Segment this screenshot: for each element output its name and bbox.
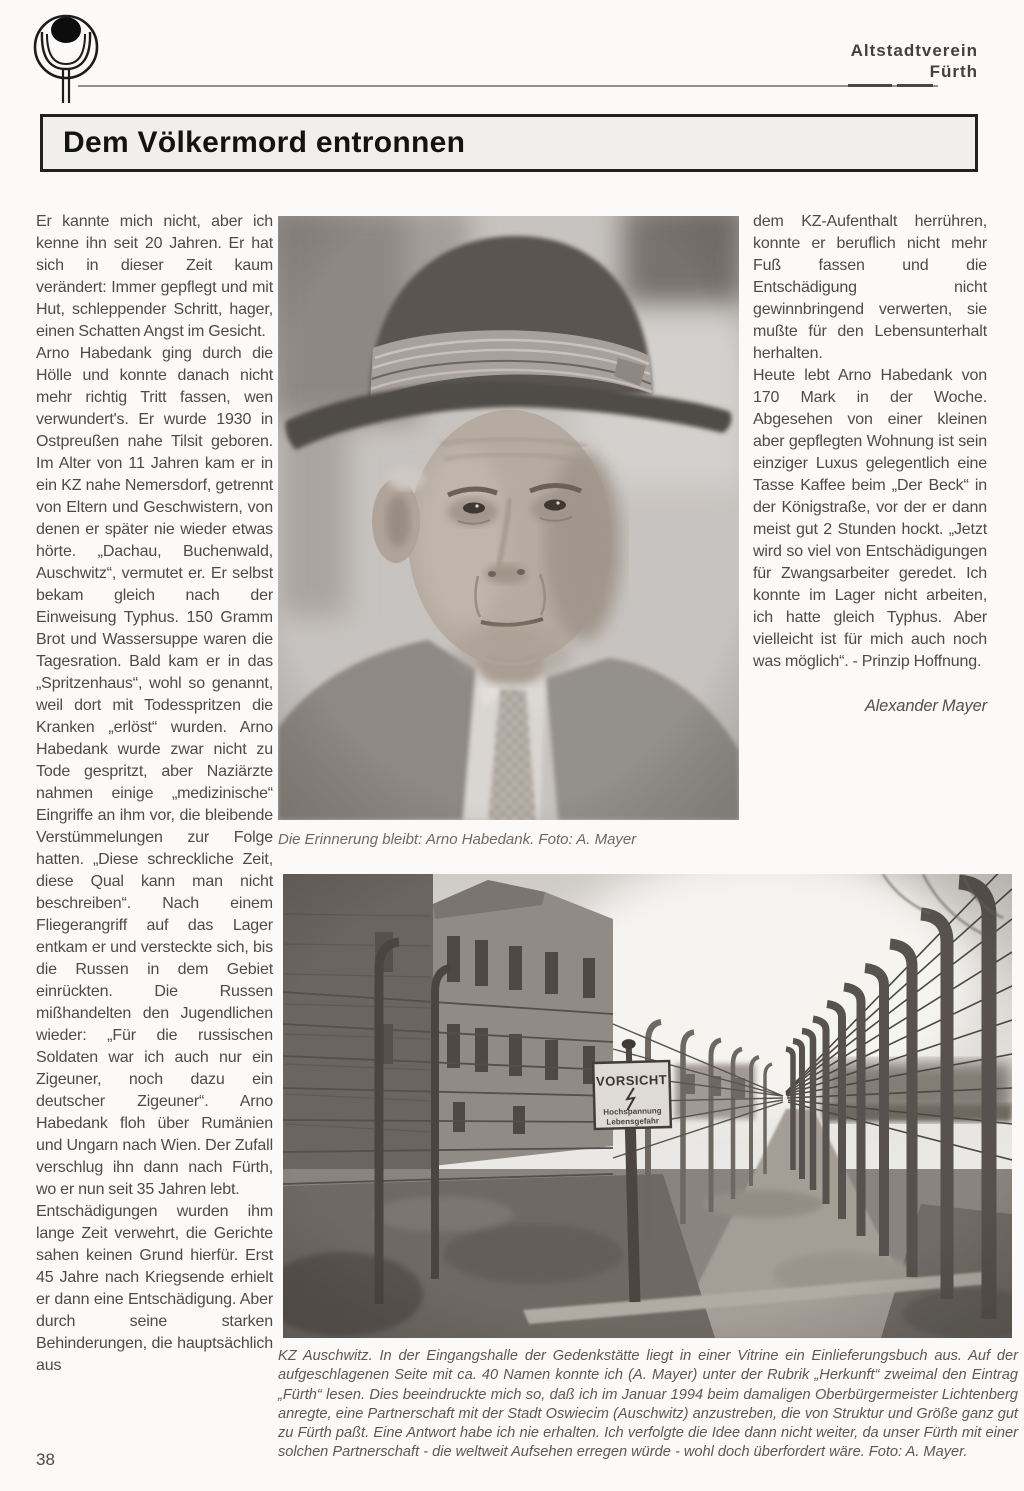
camp-photo [283,874,1012,1338]
article-column-left [36,211,273,1377]
header-rule-dash [848,84,892,87]
organization-line1: Altstadtverein [850,41,978,60]
paragraph: dem KZ-Aufenthalt herrühren, konnte er beruflich nicht mehr Fuß fassen und die Entschädigung nicht gewinnbringend verwerten, sie mußte für den Lebensunterhalt herhalten. [753,213,987,362]
camp-photo-illustration [283,874,1012,1338]
page-number: 38 [36,1450,55,1469]
article-title-box [40,114,978,172]
camp-photo-caption: KZ Auschwitz. In der Eingangshalle der Gedenkstätte liegt in einer Vitrine ein Einlieferungsbuch aus. Auf der aufgeschlagenen Seite mit ca. 40 Namen konnte ich (A. Mayer) unter der Rubrik „Herkunft“ zweimal den Eintrag „Fürth“ lesen. Dies beeindruckte mich so, daß ich im Januar 1994 beim damaligen Oberbürgermeister Lichtenberg anregte, eine Partnerschaft mit der Stadt Oswiecim (Auschwitz) anzustreben, die von Struktur und Größe ganz gut zu Fürth paßt. Eine Antwort habe ich nie erhalten. Ich verfolgte die Idee dann nicht weiter, da unser Fürth mit einer solchen Partnerschaft - die weltweit Aufsehen erregen würde - wohl doch überfordert wäre. Foto: A. Mayer. [278,1348,1018,1461]
paragraph: Entschädigungen wurden ihm lange Zeit verwehrt, die Gerichte sahen keinen Grund hierfür. Erst 45 Jahre nach Kriegsende erhielt er dann eine Entschädigung. Aber durch seine starken Behinderungen, die hauptsächlich aus [36,1203,273,1374]
header-rule-dash [897,84,933,87]
altstadtverein-logo-icon [26,6,106,106]
article-title: Dem Völkermord entronnen [63,126,466,159]
header-rule [78,85,938,87]
paragraph: Heute lebt Arno Habedank von 170 Mark in der Woche. Abgesehen von einer kleinen aber gepflegten Wohnung ist sein einziger Luxus gelegentlich eine Tasse Kaffee beim „Der Beck“ in der Königstraße, vor der er dann meist gut 2 Stunden hockt. „Jetzt wird so viel von Entschädigungen für Zwangsarbeiter geredet. Ich konnte im Lager nicht arbeiten, ich hatte gleich Typhus. Aber vielleicht ist für mich auch noch was möglich“. - Prinzip Hoffnung. [753,367,987,670]
portrait-photo-illustration [278,216,739,820]
portrait-photo [278,216,739,820]
organization-name [851,40,978,82]
paragraph: Arno Habedank ging durch die Hölle und konnte danach nicht mehr richtig Tritt fassen, wen verwundert's. Er wurde 1930 in Ostpreußen nahe Tilsit geboren. Im Alter von 11 Jahren kam er in ein KZ nahe Nemersdorf, getrennt von Eltern und Geschwistern, von denen er später nie wieder etwas hörte. „Dachau, Buchenwald, Auschwitz“, vermutet er. Er selbst bekam gleich nach der Einweisung Typhus. 150 Gramm Brot und Wassersuppe waren die Tagesration. Bald kam er in das „Spritzenhaus“, wohl so genannt, weil dort mit Todesspritzen die Kranken „erlöst“ wurden. Arno Habedank wurde zwar nicht zu Tode gespritzt, aber Naziärzte nahmen einige „medizinische“ Eingriffe an ihm vor, die bleibende Verstümmelungen zur Folge hatten. „Diese schreckliche Zeit, diese Qual kann man nicht beschreiben“. Nach einem Fliegerangriff auf das Lager entkam er und versteckte sich, bis die Russen in dem Gebiet einrückten. Die Russen mißhandelten den Jugendlichen wieder: „Für die russischen Soldaten war ich auch nur ein Zigeuner, noch dazu ein deutscher Zigeuner“. Arno Habedank floh über Rumänien und Ungarn nach Wien. Der Zufall verschlug ihn dann nach Fürth, wo er nun seit 35 Jahren lebt. [36,345,273,1198]
organization-line2: Fürth [929,62,978,81]
paragraph: Er kannte mich nicht, aber ich kenne ihn seit 20 Jahren. Er hat sich in dieser Zeit kaum verändert: Immer gepflegt und mit Hut, schleppender Schritt, hager, einen Schatten Angst im Gesicht. [36,213,273,340]
article-column-right [753,211,987,717]
portrait-caption: Die Erinnerung bleibt: Arno Habedank. Foto: A. Mayer [278,831,637,848]
author-byline: Alexander Mayer [864,697,987,715]
